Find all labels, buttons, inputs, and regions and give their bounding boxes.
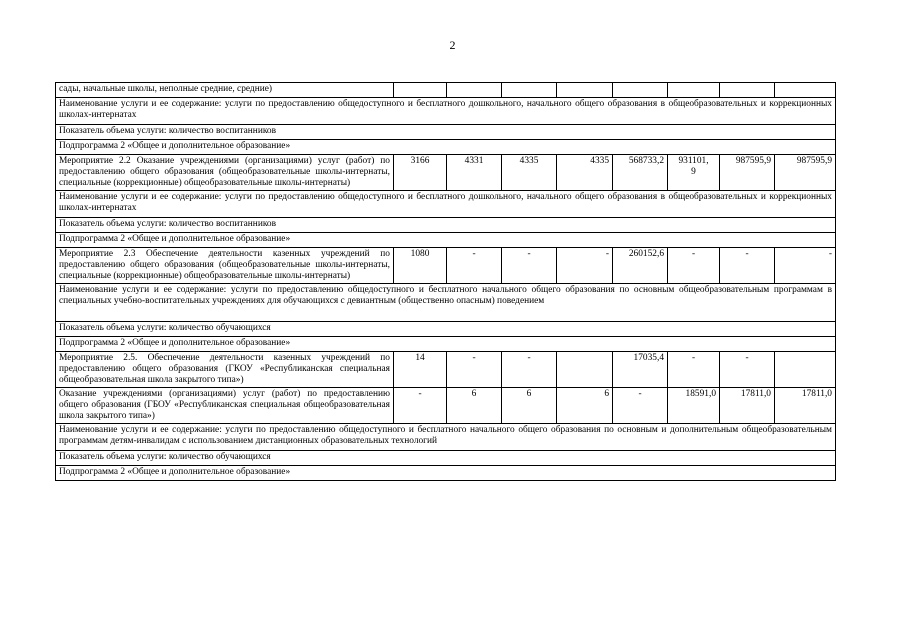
- service-name-row: [56, 424, 836, 451]
- cell-value: 17811,0: [775, 388, 836, 424]
- page-number: 2: [449, 38, 456, 52]
- cell-value: 17035,4: [613, 352, 668, 388]
- cell-value: 568733,2: [613, 155, 668, 191]
- cell-value: 260152,6: [613, 248, 668, 284]
- cell-value: 931101, 9: [668, 155, 720, 191]
- row-description: сады, начальные школы, неполные средние, средние): [56, 83, 394, 98]
- service-name-row: [56, 191, 836, 218]
- volume-indicator-row: [56, 451, 836, 466]
- volume-indicator-text: Показатель объема услуги: количество обучающихся: [56, 322, 836, 337]
- service-name-row: [56, 98, 836, 125]
- measure-row: [56, 248, 836, 284]
- cell-value: [557, 352, 613, 388]
- volume-indicator-text: Показатель объема услуги: количество воспитанников: [56, 125, 836, 140]
- cell-value: 18591,0: [668, 388, 720, 424]
- subprogram-row: [56, 140, 836, 155]
- cell-value: -: [668, 352, 720, 388]
- cell-value: -: [775, 248, 836, 284]
- cell-value: 4331: [447, 155, 502, 191]
- cell-value: -: [720, 248, 775, 284]
- program-table: [55, 82, 836, 481]
- measure-description: Мероприятие 2.5. Обеспечение деятельности казенных учреждений по предоставлению общего образования (ГКОУ «Республиканская специальная общеобразовательная школа закрытого типа»): [56, 352, 394, 388]
- subprogram-text: Подпрограмма 2 «Общее и дополнительное образование»: [56, 140, 836, 155]
- cell-value: -: [668, 248, 720, 284]
- cell-value: -: [720, 352, 775, 388]
- measure-description: Оказание учреждениями (организациями) услуг (работ) по предоставлению общего образования (ГБОУ «Республиканская специальная общеобразовательная школа закрытого типа»): [56, 388, 394, 424]
- cell-value: 1080: [394, 248, 447, 284]
- measure-row: [56, 352, 836, 388]
- subprogram-text: Подпрограмма 2 «Общее и дополнительное образование»: [56, 337, 836, 352]
- cell-value: 987595,9: [720, 155, 775, 191]
- cell-value: 6: [447, 388, 502, 424]
- service-name-text: Наименование услуги и ее содержание: услуги по предоставлению общедоступного и бесплатного дошкольного, начального общего образования в общеобразовательных и коррекционных школах-интернатах: [56, 98, 836, 125]
- cell-value: -: [613, 388, 668, 424]
- volume-indicator-row: [56, 218, 836, 233]
- cell-value: 987595,9: [775, 155, 836, 191]
- cell-value: 3166: [394, 155, 447, 191]
- volume-indicator-row: [56, 125, 836, 140]
- subprogram-row: [56, 233, 836, 248]
- measure-row: [56, 388, 836, 424]
- cell-value: 14: [394, 352, 447, 388]
- cell-value: [775, 352, 836, 388]
- measure-description: Мероприятие 2.3 Обеспечение деятельности казенных учреждений по предоставлению общего образования (общеобразовательные школы-интернаты, специальные (коррекционные) общеобразовательные школы-интернаты): [56, 248, 394, 284]
- volume-indicator-text: Показатель объема услуги: количество воспитанников: [56, 218, 836, 233]
- volume-indicator-text: Показатель объема услуги: количество обучающихся: [56, 451, 836, 466]
- cell-value: -: [447, 352, 502, 388]
- cell-value: 6: [557, 388, 613, 424]
- measure-row: [56, 155, 836, 191]
- cell-value: -: [502, 352, 557, 388]
- cell-value: 4335: [557, 155, 613, 191]
- volume-indicator-row: [56, 322, 836, 337]
- service-name-row: [56, 284, 836, 322]
- measure-description: Мероприятие 2.2 Оказание учреждениями (организациями) услуг (работ) по предоставлению общего образования (общеобразовательные школы-интернаты, специальные (коррекционные) общеобразовательные школы-интернаты): [56, 155, 394, 191]
- service-name-text: Наименование услуги и ее содержание: услуги по предоставлению общедоступного и бесплатного начального общего образования по основным и дополнительным общеобразовательным программам детям-инвалидам с использованием дистанционных образовательных технологий: [56, 424, 836, 451]
- cell-value: 4335: [502, 155, 557, 191]
- cell-value: -: [502, 248, 557, 284]
- service-name-text: Наименование услуги и ее содержание: услуги по предоставлению общедоступного и бесплатного дошкольного, начального общего образования в общеобразовательных и коррекционных школах-интернатах: [56, 191, 836, 218]
- cell-value: -: [447, 248, 502, 284]
- cell-value: -: [394, 388, 447, 424]
- subprogram-row: [56, 466, 836, 481]
- table-row: [56, 83, 836, 98]
- subprogram-text: Подпрограмма 2 «Общее и дополнительное образование»: [56, 233, 836, 248]
- subprogram-row: [56, 337, 836, 352]
- subprogram-text: Подпрограмма 2 «Общее и дополнительное образование»: [56, 466, 836, 481]
- cell-value: -: [557, 248, 613, 284]
- cell-value: 6: [502, 388, 557, 424]
- service-name-text: Наименование услуги и ее содержание: услуги по предоставлению общедоступного и бесплатного начального общего образования по основным общеобразовательным программам в специальных учебно-воспитательных учреждениях для обучающихся с девиантным (общественно опасным) поведением: [56, 284, 836, 322]
- cell-value: 17811,0: [720, 388, 775, 424]
